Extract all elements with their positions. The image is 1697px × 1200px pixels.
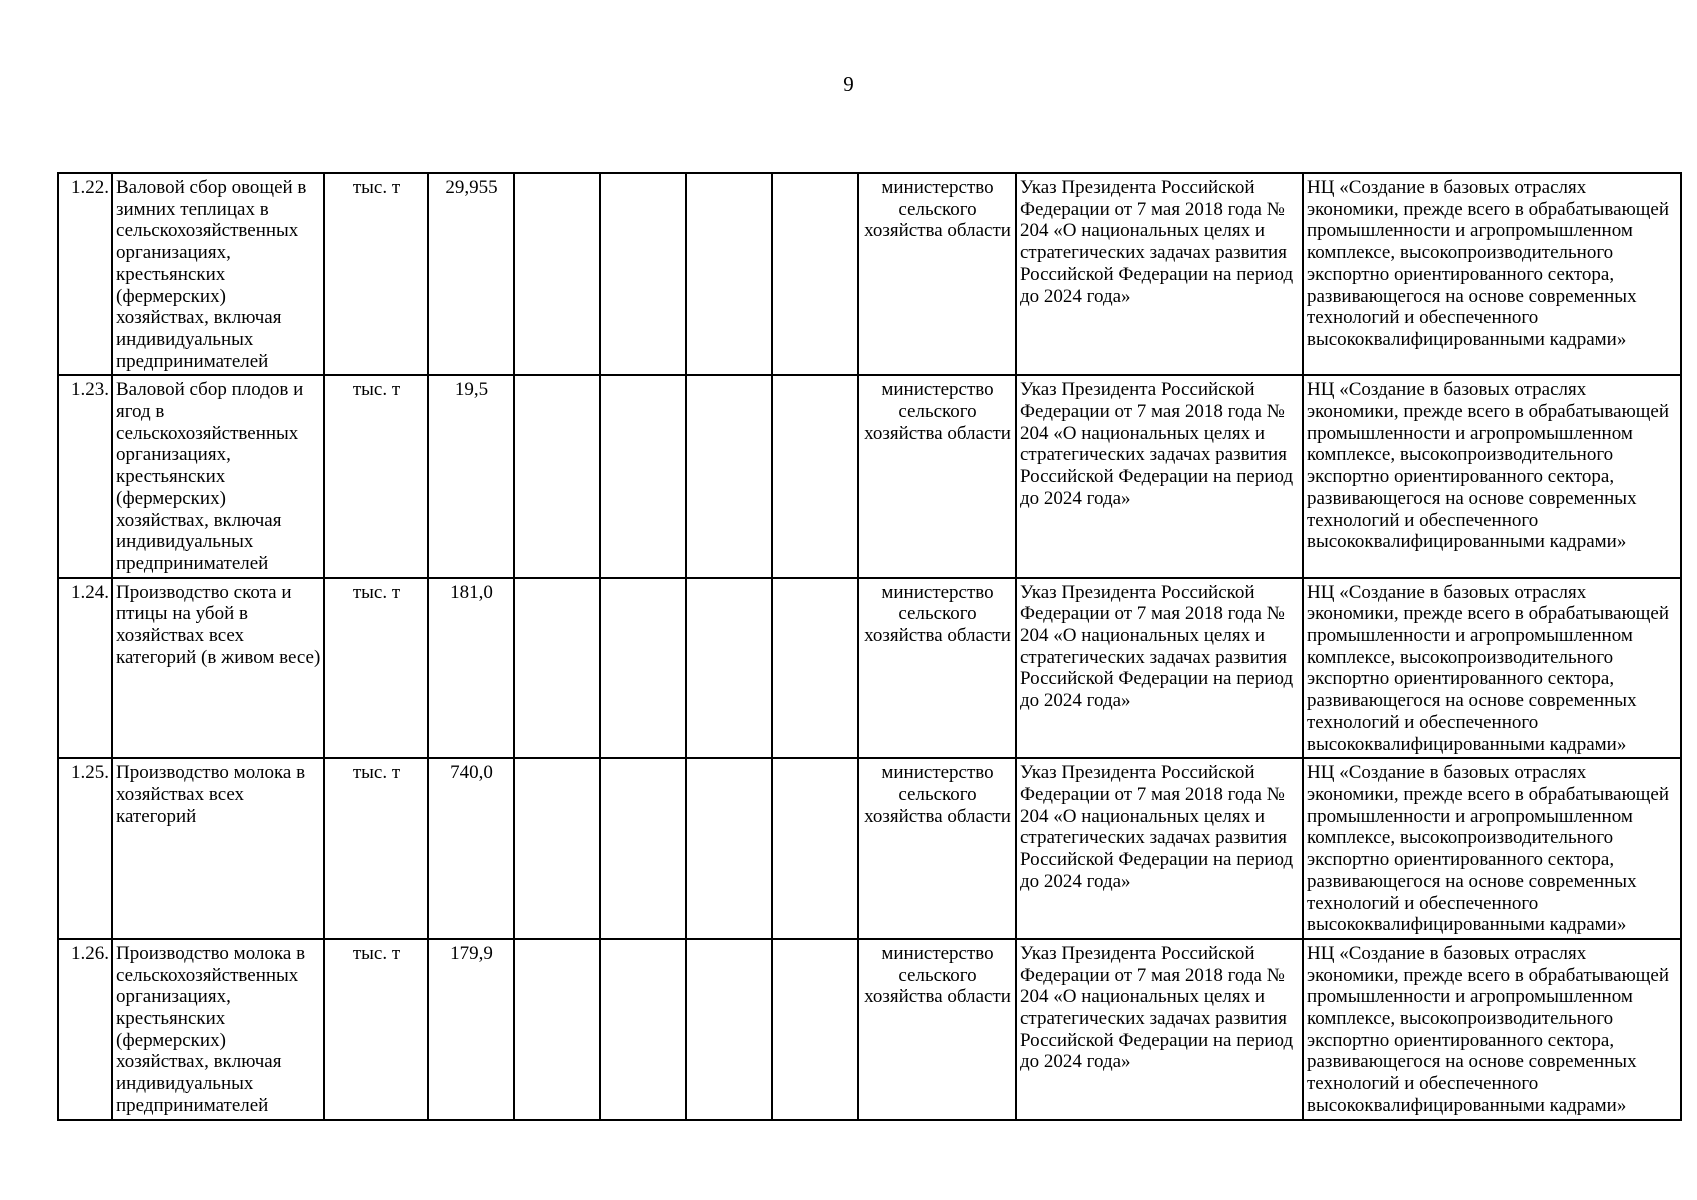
- unit: тыс. т: [324, 375, 428, 577]
- unit: тыс. т: [324, 758, 428, 939]
- national-goal: НЦ «Создание в базовых отраслях экономики, прежде всего в обрабатывающей промышленности и агропромышленном комплексе, высокопроизводительного экспортно ориентированного сектора, развивающегося на основе современных технологий и обеспеченного высококвалифицированными кадрами»: [1303, 578, 1681, 759]
- row-number: 1.26.: [58, 939, 112, 1120]
- indicator-name: Производство молока в сельскохозяйственных организациях, крестьянских (фермерских) хозяйствах, включая индивидуальных предпринимателей: [112, 939, 324, 1120]
- empty-cell: [772, 375, 858, 577]
- responsible: министерство сельского хозяйства области: [858, 758, 1016, 939]
- row-number: 1.22.: [58, 173, 112, 375]
- indicator-value: 740,0: [428, 758, 514, 939]
- empty-cell: [686, 758, 772, 939]
- unit: тыс. т: [324, 939, 428, 1120]
- empty-cell: [514, 578, 600, 759]
- legal-basis: Указ Президента Российской Федерации от 7 мая 2018 года № 204 «О национальных целях и стратегических задачах развития Российской Федерации на период до 2024 года»: [1016, 578, 1303, 759]
- row-number: 1.25.: [58, 758, 112, 939]
- row-number: 1.23.: [58, 375, 112, 577]
- national-goal: НЦ «Создание в базовых отраслях экономики, прежде всего в обрабатывающей промышленности и агропромышленном комплексе, высокопроизводительного экспортно ориентированного сектора, развивающегося на основе современных технологий и обеспеченного высококвалифицированными кадрами»: [1303, 173, 1681, 375]
- empty-cell: [686, 578, 772, 759]
- empty-cell: [514, 375, 600, 577]
- empty-cell: [514, 939, 600, 1120]
- responsible: министерство сельского хозяйства области: [858, 578, 1016, 759]
- empty-cell: [772, 939, 858, 1120]
- table-row: [58, 578, 1681, 759]
- unit: тыс. т: [324, 173, 428, 375]
- table-row: [58, 173, 1681, 375]
- row-number: 1.24.: [58, 578, 112, 759]
- indicator-value: 179,9: [428, 939, 514, 1120]
- indicator-value: 19,5: [428, 375, 514, 577]
- empty-cell: [514, 173, 600, 375]
- responsible: министерство сельского хозяйства области: [858, 375, 1016, 577]
- empty-cell: [600, 173, 686, 375]
- empty-cell: [686, 375, 772, 577]
- legal-basis: Указ Президента Российской Федерации от 7 мая 2018 года № 204 «О национальных целях и стратегических задачах развития Российской Федерации на период до 2024 года»: [1016, 758, 1303, 939]
- table-row: [58, 375, 1681, 577]
- responsible: министерство сельского хозяйства области: [858, 173, 1016, 375]
- indicator-name: Производство скота и птицы на убой в хозяйствах всех категорий (в живом весе): [112, 578, 324, 759]
- indicator-value: 29,955: [428, 173, 514, 375]
- indicator-value: 181,0: [428, 578, 514, 759]
- responsible: министерство сельского хозяйства области: [858, 939, 1016, 1120]
- indicator-name: Валовой сбор овощей в зимних теплицах в сельскохозяйственных организациях, крестьянских (фермерских) хозяйствах, включая индивидуальных предпринимателей: [112, 173, 324, 375]
- empty-cell: [686, 173, 772, 375]
- page-number: 9: [843, 72, 854, 96]
- indicator-name: Валовой сбор плодов и ягод в сельскохозяйственных организациях, крестьянских (фермерских) хозяйствах, включая индивидуальных предпринимателей: [112, 375, 324, 577]
- national-goal: НЦ «Создание в базовых отраслях экономики, прежде всего в обрабатывающей промышленности и агропромышленном комплексе, высокопроизводительного экспортно ориентированного сектора, развивающегося на основе современных технологий и обеспеченного высококвалифицированными кадрами»: [1303, 758, 1681, 939]
- unit: тыс. т: [324, 578, 428, 759]
- national-goal: НЦ «Создание в базовых отраслях экономики, прежде всего в обрабатывающей промышленности и агропромышленном комплексе, высокопроизводительного экспортно ориентированного сектора, развивающегося на основе современных технологий и обеспеченного высококвалифицированными кадрами»: [1303, 375, 1681, 577]
- legal-basis: Указ Президента Российской Федерации от 7 мая 2018 года № 204 «О национальных целях и стратегических задачах развития Российской Федерации на период до 2024 года»: [1016, 375, 1303, 577]
- empty-cell: [772, 578, 858, 759]
- empty-cell: [772, 758, 858, 939]
- indicator-name: Производство молока в хозяйствах всех категорий: [112, 758, 324, 939]
- legal-basis: Указ Президента Российской Федерации от 7 мая 2018 года № 204 «О национальных целях и стратегических задачах развития Российской Федерации на период до 2024 года»: [1016, 939, 1303, 1120]
- empty-cell: [600, 375, 686, 577]
- empty-cell: [600, 578, 686, 759]
- empty-cell: [600, 758, 686, 939]
- empty-cell: [772, 173, 858, 375]
- indicators-table: [57, 172, 1682, 1121]
- empty-cell: [514, 758, 600, 939]
- national-goal: НЦ «Создание в базовых отраслях экономики, прежде всего в обрабатывающей промышленности и агропромышленном комплексе, высокопроизводительного экспортно ориентированного сектора, развивающегося на основе современных технологий и обеспеченного высококвалифицированными кадрами»: [1303, 939, 1681, 1120]
- empty-cell: [600, 939, 686, 1120]
- table-row: [58, 939, 1681, 1120]
- empty-cell: [686, 939, 772, 1120]
- legal-basis: Указ Президента Российской Федерации от 7 мая 2018 года № 204 «О национальных целях и стратегических задачах развития Российской Федерации на период до 2024 года»: [1016, 173, 1303, 375]
- table-row: [58, 758, 1681, 939]
